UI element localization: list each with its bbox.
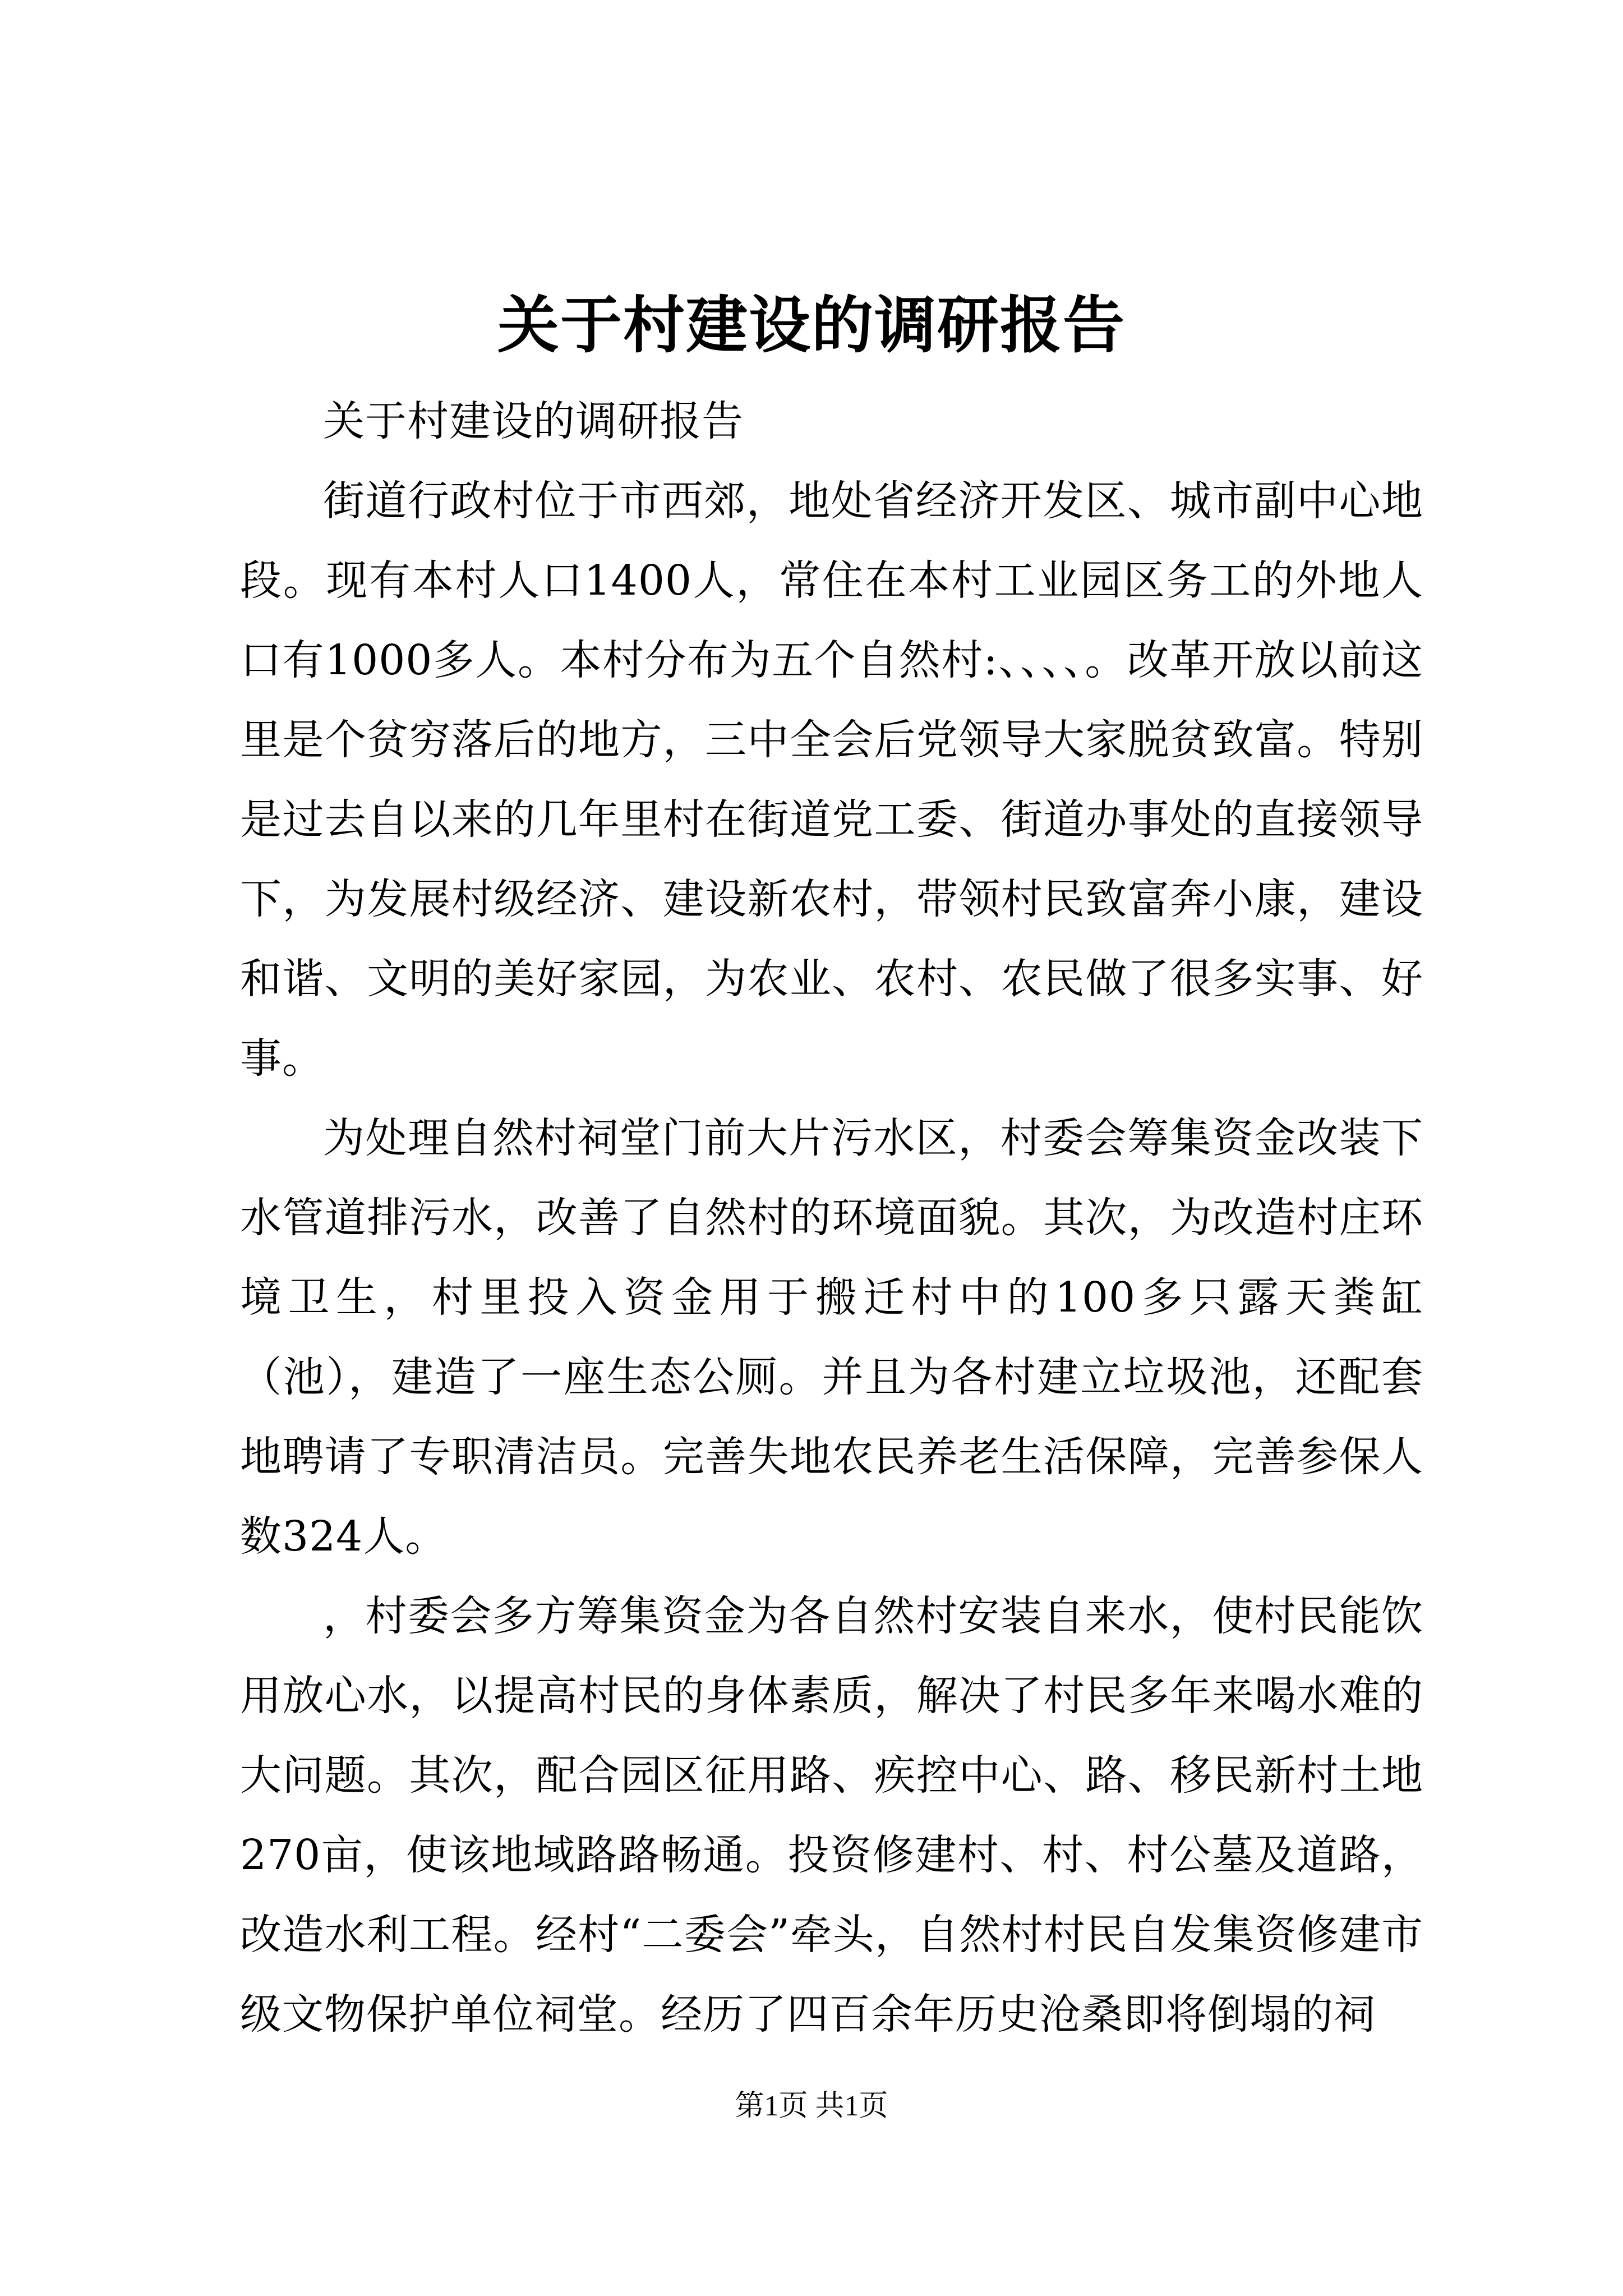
- document-body: [240, 381, 1423, 2054]
- page-footer: 第1页 共1页: [735, 2090, 888, 2122]
- body-paragraph: 为处理自然村祠堂门前大片污水区，村委会筹集资金改装下水管道排污水，改善了自然村的环境面貌。其次，为改造村庄环境卫生，村里投入资金用于搬迁村中的100多只露天粪缸（池），建造了一座生态公厕。并且为各村建立垃圾池，还配套地聘请了专职清洁员。完善失地农民养老生活保障，完善参保人数324人。: [240, 1114, 1423, 1561]
- body-paragraph: 街道行政村位于市西郊，地处省经济开发区、城市副中心地段。现有本村人口1400人，常住在本村工业园区务工的外地人口有1000多人。本村分布为五个自然村:、、、、。改革开放以前这里是个贫穷落后的地方，三中全会后党领导大家脱贫致富。特别是过去自以来的几年里村在街道党工委、街道办事处的直接领导下，为发展村级经济、建设新农村，带领村民致富奔小康，建设和谐、文明的美好家园，为农业、农村、农民做了很多实事、好事。: [240, 477, 1423, 1083]
- body-paragraph: ，村委会多方筹集资金为各自然村安装自来水，使村民能饮用放心水，以提高村民的身体素质，解决了村民多年来喝水难的大问题。其次，配合园区征用路、疾控中心、路、移民新村土地270亩，使该地域路路畅通。投资修建村、村、村公墓及道路，改造水利工程。经村“二委会”牵头，自然村村民自发集资修建市级文物保护单位祠堂。经历了四百余年历史沧桑即将倒塌的祠: [240, 1592, 1423, 2039]
- body-paragraph-subtitle: 关于村建设的调研报告: [323, 397, 744, 445]
- document-title: 关于村建设的调研报告: [497, 289, 1126, 361]
